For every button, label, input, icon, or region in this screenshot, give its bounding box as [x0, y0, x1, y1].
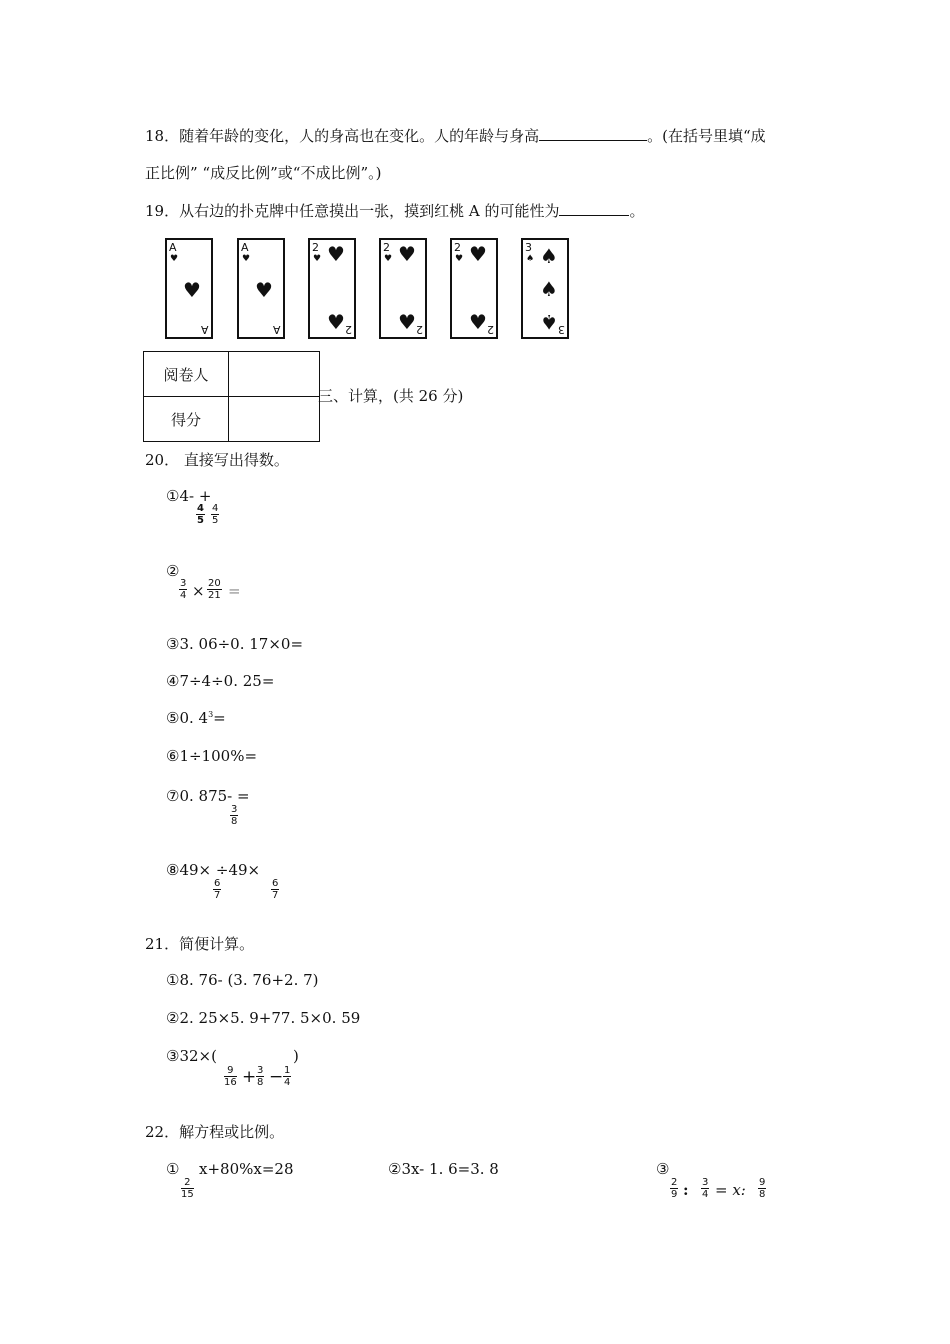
numerator: 9	[759, 1177, 766, 1188]
numerator: 2	[181, 1177, 194, 1189]
heart-icon: ♥	[313, 254, 322, 264]
q19-text-b: 。	[629, 202, 645, 220]
card-rank: 2	[383, 241, 390, 254]
reviewer-label: 阅卷人	[144, 352, 229, 397]
denominator: 4	[180, 590, 187, 601]
numerator: 6	[272, 878, 279, 889]
numerator: 4	[212, 503, 219, 514]
denominator: 8	[759, 1189, 766, 1200]
score-table	[143, 351, 320, 442]
heart-icon: ♥	[398, 310, 416, 334]
heart-icon: ♥	[327, 242, 345, 266]
q20-item8: ⑧49× ÷49×	[166, 861, 261, 879]
fraction	[196, 503, 205, 526]
q21-item2: ②2. 25×5. 9+77. 5×0. 59	[166, 1009, 361, 1027]
q20-item5	[166, 709, 226, 727]
playing-card	[450, 238, 498, 339]
q21-title: 21．简便计算。	[145, 935, 255, 953]
equals-sign: =	[213, 709, 226, 727]
q22-item1-label: ①	[166, 1160, 180, 1178]
card-rank: 2	[416, 323, 423, 336]
numerator: 1	[284, 1065, 291, 1076]
q21-item3-label: ③32×(	[166, 1047, 217, 1065]
spade-icon: ♠	[526, 254, 535, 264]
q20-item1: ①4- +	[166, 487, 212, 505]
playing-card	[308, 238, 356, 339]
q20-item7: ⑦0. 875- =	[166, 787, 250, 805]
heart-icon: ♥	[469, 242, 487, 266]
denominator: 4	[702, 1189, 709, 1200]
close-paren: )	[293, 1047, 299, 1065]
q20-item5-base: ⑤0. 4	[166, 709, 209, 727]
heart-icon: ♥	[398, 242, 416, 266]
denominator: 21	[208, 590, 221, 601]
fraction	[211, 503, 219, 526]
spade-icon: ♠	[540, 310, 558, 334]
fraction	[213, 878, 221, 901]
ratio-colon: :	[683, 1181, 689, 1199]
playing-card	[379, 238, 427, 339]
denominator: 8	[257, 1077, 264, 1088]
section-heading: 三、计算，(共 26 分)	[318, 387, 464, 405]
spade-icon: ♠	[540, 277, 558, 301]
numerator: 2	[671, 1177, 678, 1188]
numerator: 4	[197, 503, 204, 514]
q20-item6: ⑥1÷100%=	[166, 747, 258, 765]
card-rank: 2	[312, 241, 319, 254]
q21-item1: ①8. 76- (3. 76+2. 7)	[166, 971, 319, 989]
equals-sign: =	[228, 582, 241, 600]
fraction	[271, 878, 279, 901]
fraction	[670, 1177, 678, 1200]
q20-title: 20． 直接写出得数。	[145, 451, 289, 469]
times-sign: ×	[192, 582, 205, 600]
q22-item3-label: ③	[656, 1160, 670, 1178]
numerator: 3	[180, 578, 187, 589]
denominator: 15	[181, 1189, 194, 1200]
playing-card	[165, 238, 213, 339]
numerator: 6	[214, 878, 221, 889]
fraction	[256, 1065, 264, 1088]
q22-title: 22．解方程或比例。	[145, 1123, 285, 1141]
card-rank: A	[169, 241, 177, 254]
q18-line2: 正比例” “成反比例”或“不成比例”。)	[145, 164, 382, 182]
q19-answer-blank[interactable]	[559, 201, 629, 216]
q19-text-a: 19．从右边的扑克牌中任意摸出一张，摸到红桃 A 的可能性为	[145, 202, 560, 220]
q18-text-a: 18．随着年龄的变化，人的身高也在变化。人的年龄与身高	[145, 127, 540, 145]
denominator: 8	[231, 816, 238, 827]
playing-card	[521, 238, 569, 339]
denominator: 7	[214, 890, 221, 901]
denominator: 4	[284, 1077, 291, 1088]
card-rank: A	[241, 241, 249, 254]
denominator: 9	[671, 1189, 678, 1200]
numerator: 9	[224, 1065, 237, 1077]
fraction	[181, 1177, 194, 1200]
numerator: 3	[231, 804, 238, 815]
denominator: 5	[197, 515, 204, 526]
fraction	[283, 1065, 291, 1088]
q20-item4: ④7÷4÷0. 25=	[166, 672, 275, 690]
fraction	[230, 804, 238, 827]
heart-icon: ♥	[242, 254, 251, 264]
card-rank: A	[201, 323, 209, 336]
denominator: 5	[212, 515, 219, 526]
card-rank: 3	[558, 323, 565, 336]
card-rank: 2	[487, 323, 494, 336]
card-rank: 3	[525, 241, 532, 254]
exponent: 3	[208, 710, 214, 719]
fraction	[701, 1177, 709, 1200]
q20-item3: ③3. 06÷0. 17×0=	[166, 635, 304, 653]
plus-sign: +	[242, 1067, 257, 1087]
fraction	[224, 1065, 237, 1088]
fraction	[758, 1177, 766, 1200]
playing-card	[237, 238, 285, 339]
score-label: 得分	[144, 397, 229, 442]
q22-item1-rest: x+80%x=28	[199, 1160, 294, 1178]
numerator: 3	[702, 1177, 709, 1188]
numerator: 3	[257, 1065, 264, 1076]
heart-icon: ♥	[384, 254, 393, 264]
card-rank: A	[273, 323, 281, 336]
fraction	[179, 578, 187, 601]
ratio-middle: = x:	[715, 1181, 746, 1199]
denominator: 16	[224, 1077, 237, 1088]
reviewer-field[interactable]	[229, 352, 320, 397]
heart-icon: ♥	[170, 254, 179, 264]
heart-icon: ♥	[327, 310, 345, 334]
spade-icon: ♠	[540, 244, 558, 268]
numerator: 20	[208, 578, 221, 589]
heart-icon: ♥	[469, 310, 487, 334]
q18-answer-blank[interactable]	[539, 126, 647, 141]
score-field[interactable]	[229, 397, 320, 442]
heart-icon: ♥	[255, 278, 273, 302]
card-rank: 2	[345, 323, 352, 336]
q22-item2: ②3x- 1. 6=3. 8	[388, 1160, 499, 1178]
card-rank: 2	[454, 241, 461, 254]
q20-item2-label: ②	[166, 562, 180, 580]
q18-text-b: 。(在括号里填“成	[647, 127, 766, 145]
q18-line1	[145, 125, 766, 146]
fraction	[207, 578, 222, 601]
minus-sign: −	[269, 1067, 284, 1087]
heart-icon: ♥	[183, 278, 201, 302]
heart-icon: ♥	[455, 254, 464, 264]
denominator: 7	[272, 890, 279, 901]
q19-line	[145, 200, 644, 221]
